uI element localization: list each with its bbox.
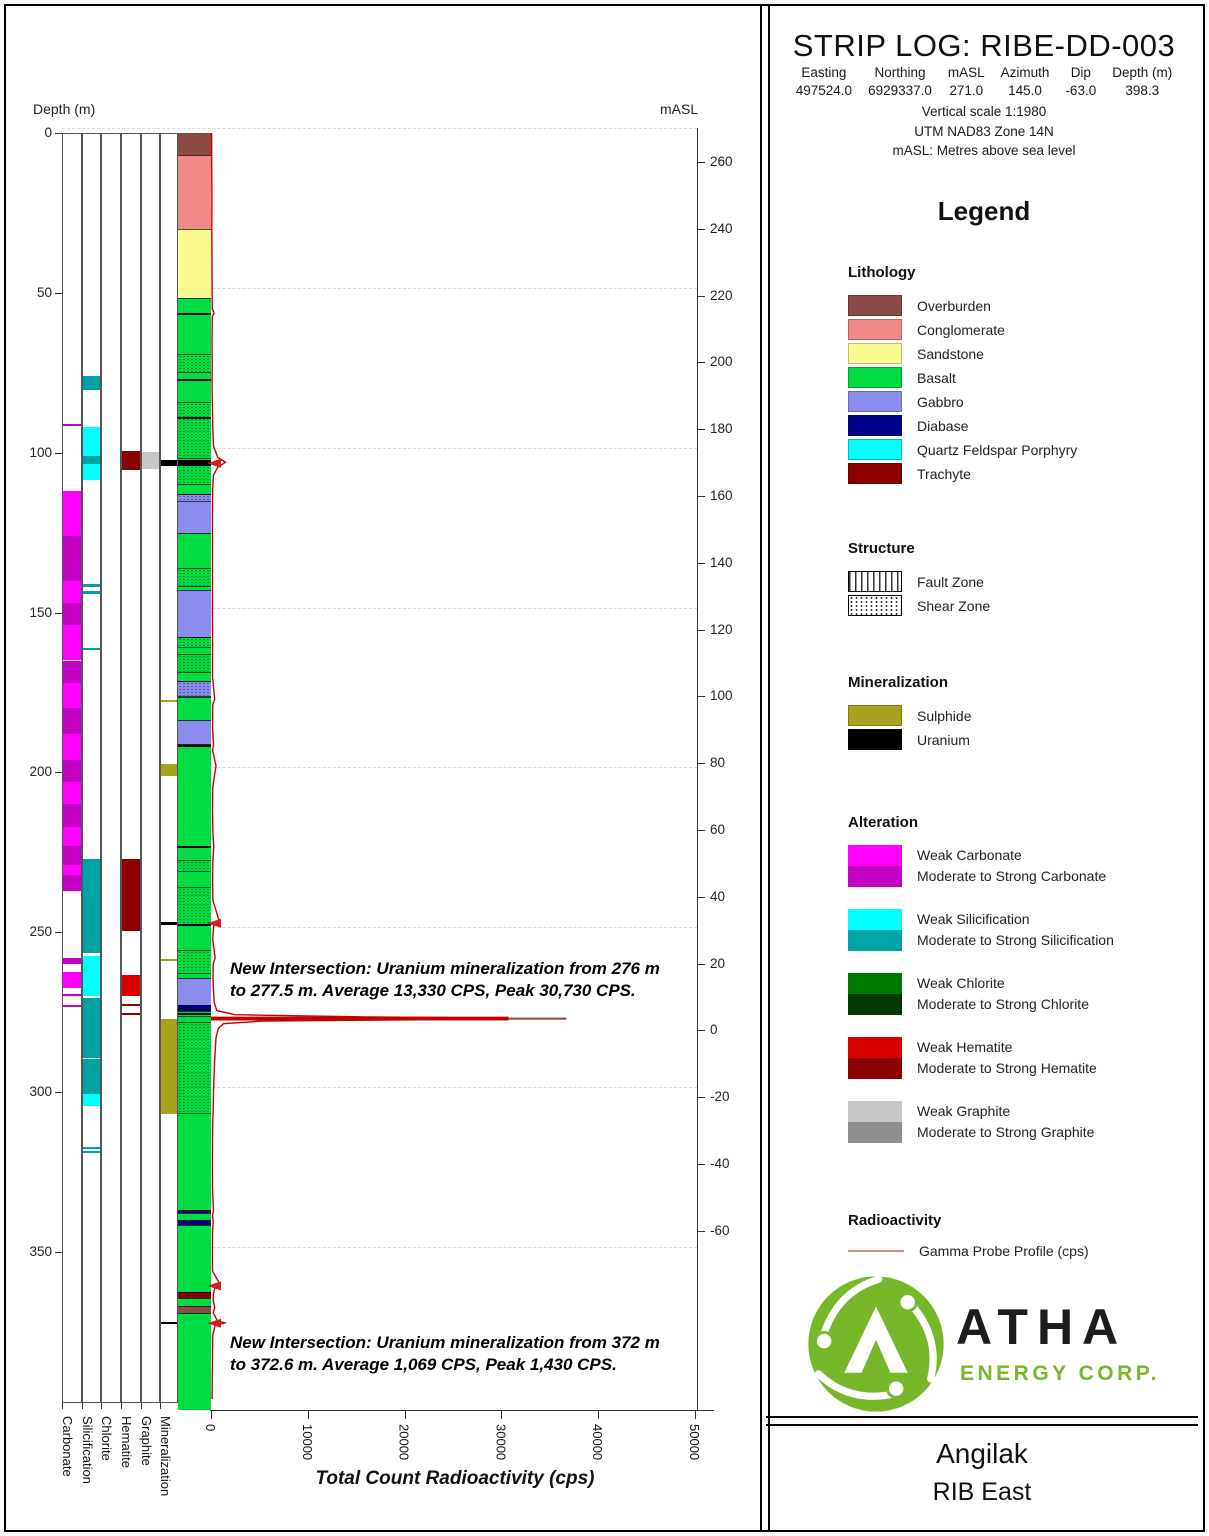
carbonate-interval — [63, 661, 81, 683]
shear-zone-overlay — [178, 1022, 211, 1115]
hematite-interval — [122, 1013, 140, 1015]
alteration-weak-label: Weak Carbonate — [917, 847, 1022, 863]
masl-axis-label: mASL — [660, 101, 699, 117]
legend-mineralization-item-swatch — [848, 705, 902, 726]
depth-tick — [55, 453, 62, 454]
legend-structure-item-swatch — [848, 595, 902, 616]
carbonate-interval — [63, 683, 81, 709]
carbonate-interval — [63, 424, 81, 426]
legend-section-structure — [848, 540, 1200, 619]
annotation-line: New Intersection: Uranium mineralization from 276 m — [230, 959, 660, 978]
section-heading: Lithology — [848, 264, 916, 281]
legend-lithology-item-swatch — [848, 391, 902, 412]
legend-lithology-item-label: Basalt — [917, 369, 956, 386]
depth-tick-label: 350 — [29, 1243, 52, 1259]
lith-contact-line — [178, 417, 211, 419]
masl-tick — [697, 1097, 705, 1098]
track-label-carbonate: Carbonate — [60, 1416, 75, 1477]
graphite-interval — [142, 452, 159, 469]
lith-contact-line — [178, 379, 211, 381]
lith-contact-line — [178, 313, 211, 315]
collar-fields — [768, 64, 1200, 99]
carbonate-interval — [63, 827, 81, 846]
silicification-interval — [83, 1094, 100, 1107]
carbonate-interval — [63, 603, 81, 625]
lith-interval-gabbro — [178, 978, 211, 1005]
masl-tick-label: 20 — [710, 955, 726, 971]
silicification-interval — [83, 998, 100, 1058]
alteration-strong-swatch — [848, 866, 902, 887]
lith-base-extension — [178, 1403, 211, 1410]
alteration-weak-label: Weak Silicification — [917, 911, 1030, 927]
masl-tick-label: 260 — [710, 154, 733, 169]
carbonate-interval — [63, 865, 81, 875]
legend-mineralization-item — [848, 705, 1200, 726]
silicification-interval — [83, 584, 100, 586]
masl-tick-label: 220 — [710, 287, 733, 303]
legend-lithology-item-label: Quartz Feldspar Porphyry — [917, 441, 1078, 458]
section-heading: Mineralization — [848, 674, 949, 691]
track-label-graphite: Graphite — [139, 1416, 154, 1467]
mineralization-interval — [161, 460, 177, 467]
legend-section-alteration — [848, 814, 1200, 1165]
gamma-tick — [308, 1410, 309, 1419]
alteration-strong-swatch — [848, 994, 902, 1015]
depth-tick-label: 200 — [29, 764, 52, 780]
silicification-interval — [83, 456, 100, 464]
depth-tick — [55, 772, 62, 773]
masl-tick-label: 0 — [710, 1022, 718, 1038]
legend-mineralization-item-label: Sulphide — [917, 707, 972, 724]
masl-tick — [697, 296, 705, 297]
legend-section-radioactivity — [848, 1212, 1200, 1259]
legend-mineralization-item — [848, 729, 1200, 750]
site-box — [766, 1422, 1198, 1532]
silicification-interval — [83, 464, 100, 480]
track-label-mineralization: Mineralization — [158, 1416, 173, 1497]
masl-axis-line — [697, 128, 698, 1410]
field-masl: mASL 271.0 — [947, 65, 985, 98]
mineralization-interval — [161, 1019, 177, 1115]
masl-tick — [697, 429, 705, 430]
shear-zone-overlay — [178, 494, 211, 502]
legend-alteration-group — [848, 973, 1200, 1015]
track-label-chlorite: Chlorite — [99, 1416, 114, 1461]
masl-tick — [697, 162, 705, 163]
carbonate-interval — [63, 1005, 81, 1007]
alteration-weak-label: Weak Hematite — [917, 1039, 1013, 1055]
lith-interval-overburden — [178, 133, 211, 155]
info-panel — [768, 6, 1200, 1416]
alteration-weak-swatch — [848, 845, 902, 866]
alteration-weak-swatch — [848, 973, 902, 994]
legend-lithology-item-label: Diabase — [917, 417, 969, 434]
masl-tick-label: 200 — [710, 354, 733, 370]
field-dip: Dip -63.0 — [1065, 65, 1097, 98]
project-name: Angilak — [936, 1438, 1028, 1469]
silicification-interval — [83, 648, 100, 650]
carbonate-interval — [63, 958, 81, 964]
alteration-strong-label: Moderate to Strong Carbonate — [917, 868, 1107, 884]
legend-lithology-item-swatch — [848, 415, 902, 436]
mineralization-interval — [161, 959, 177, 961]
legend-structure-item-label: Fault Zone — [917, 573, 984, 590]
carbonate-interval — [63, 625, 81, 660]
lith-interval-basalt — [178, 1313, 211, 1403]
masl-tick — [697, 897, 705, 898]
track-graphite — [141, 133, 160, 1403]
silicification-interval — [83, 427, 100, 456]
lith-contact-line — [178, 924, 211, 926]
alteration-strong-swatch — [848, 930, 902, 951]
legend-title: Legend — [937, 196, 1031, 226]
mineralization-interval — [161, 922, 177, 924]
masl-tick-label: 100 — [710, 688, 733, 704]
field-easting: Easting 497524.0 — [795, 65, 853, 98]
carbonate-interval — [63, 875, 81, 891]
annotation-line: New Intersection: Uranium mineralization from 372 m — [230, 1333, 660, 1352]
carbonate-interval — [63, 491, 81, 536]
legend-section-mineralization — [848, 674, 1200, 753]
track-tick — [101, 1403, 102, 1409]
carbonate-interval — [63, 782, 81, 804]
masl-tick — [697, 630, 705, 631]
masl-tick — [697, 563, 705, 564]
lith-uranium-band — [178, 460, 211, 467]
legend-lithology-item-label: Conglomerate — [917, 321, 1005, 338]
silicification-interval — [83, 376, 100, 390]
silicification-interval — [83, 1147, 100, 1149]
gamma-tick-label: 10000 — [299, 1424, 315, 1461]
alteration-strong-swatch — [848, 1122, 902, 1143]
lith-interval-basalt — [178, 697, 211, 720]
gamma-tick-label: 50000 — [687, 1424, 702, 1461]
shear-zone-overlay — [178, 681, 211, 697]
carbonate-interval — [63, 972, 81, 988]
company-logo — [804, 1272, 1200, 1416]
mineralization-interval — [161, 1322, 177, 1324]
intersection-annotation-1 — [230, 958, 700, 1002]
shear-zone-overlay — [178, 402, 211, 460]
legend-section-lithology — [848, 264, 1200, 487]
scale-note: Vertical scale 1:1980 — [921, 104, 1047, 119]
scale-note: mASL: Metres above sea level — [892, 143, 1076, 159]
legend-lithology-item — [848, 319, 1200, 340]
masl-tick — [697, 1030, 705, 1031]
masl-tick — [697, 496, 705, 497]
silicification-interval — [83, 591, 100, 593]
masl-tick — [697, 830, 705, 831]
legend-alteration-group — [848, 1037, 1200, 1079]
legend-lithology-item — [848, 463, 1200, 484]
depth-tick — [55, 1252, 62, 1253]
carbonate-interval — [63, 994, 81, 996]
scale-note: UTM NAD83 Zone 14N — [914, 123, 1054, 139]
silicification-interval — [83, 1151, 100, 1153]
depth-tick-label: 100 — [29, 444, 52, 460]
shear-zone-overlay — [178, 465, 211, 484]
legend-lithology-item — [848, 415, 1200, 436]
field-northing: Northing 6929337.0 — [868, 65, 932, 98]
track-silicification — [82, 133, 101, 1403]
mineralization-interval — [161, 764, 177, 775]
section-heading: Alteration — [848, 814, 919, 831]
masl-tick-label: 40 — [710, 888, 726, 904]
legend-lithology-item-label: Sandstone — [917, 345, 984, 362]
depth-tick — [55, 133, 62, 134]
legend-lithology-item — [848, 367, 1200, 388]
gamma-tick — [695, 1410, 696, 1419]
alteration-weak-label: Weak Chlorite — [917, 975, 1005, 991]
track-label-silicification: Silicification — [80, 1416, 95, 1485]
track-tick — [82, 1403, 83, 1409]
legend-lithology-item-swatch — [848, 439, 902, 460]
legend-mineralization-item-swatch — [848, 729, 902, 750]
legend-lithology-item-label: Trachyte — [917, 465, 971, 482]
lith-contact-line — [178, 846, 211, 848]
masl-tick-label: 180 — [710, 421, 733, 437]
legend-lithology-item — [848, 295, 1200, 316]
lith-interval-trachyte — [178, 1292, 211, 1299]
legend-lithology-item — [848, 391, 1200, 412]
alteration-weak-label: Weak Graphite — [917, 1103, 1011, 1119]
track-chlorite — [101, 133, 121, 1403]
field-azimuth: Azimuth 145.0 — [1000, 65, 1050, 98]
lith-interval-gabbro — [178, 720, 211, 744]
hematite-interval — [122, 859, 140, 931]
annotation-line: to 277.5 m. Average 13,330 CPS, Peak 30,730 CPS. — [230, 981, 636, 1001]
gamma-tick-label: 40000 — [590, 1424, 606, 1461]
depth-tick — [55, 293, 62, 294]
legend-lithology-item-swatch — [848, 295, 902, 316]
masl-tick-label: 160 — [710, 488, 733, 503]
carbonate-interval — [63, 760, 81, 782]
masl-tick — [697, 696, 705, 697]
shear-zone-overlay — [178, 568, 211, 587]
atha-emblem-icon — [804, 1272, 948, 1416]
masl-tick — [697, 763, 705, 764]
gamma-tick-label: 30000 — [493, 1424, 509, 1461]
gamma-line-swatch — [848, 1250, 904, 1252]
mineralization-interval — [161, 700, 177, 702]
legend-structure-item — [848, 571, 1200, 592]
legend-mineralization-item-label: Uranium — [917, 731, 970, 748]
alteration-weak-swatch — [848, 1101, 902, 1122]
intersection-annotation-2 — [230, 1332, 700, 1376]
logo-tagline: ENERGY CORP. — [960, 1362, 1160, 1385]
track-tick — [121, 1403, 122, 1409]
carbonate-interval — [63, 804, 81, 826]
scale-notes — [768, 102, 1200, 161]
track-tick — [160, 1403, 161, 1409]
legend-lithology-item — [848, 343, 1200, 364]
legend-structure-item — [848, 595, 1200, 616]
lith-interval-gabbro — [178, 590, 211, 637]
gamma-tick — [211, 1410, 212, 1419]
track-tick — [62, 1403, 63, 1409]
shear-zone-overlay — [178, 654, 211, 673]
carbonate-interval — [63, 581, 81, 603]
logo-name: ATHA — [956, 1299, 1128, 1355]
legend-lithology-item-swatch — [848, 463, 902, 484]
legend-lithology-item-swatch — [848, 367, 902, 388]
gamma-axis-line — [210, 1410, 714, 1411]
track-hematite — [121, 133, 141, 1403]
legend-structure-item-swatch — [848, 571, 902, 592]
depth-tick — [55, 613, 62, 614]
gamma-tick-label: 20000 — [396, 1424, 412, 1461]
shear-zone-overlay — [178, 887, 211, 925]
hematite-interval — [122, 451, 140, 470]
track-tick — [141, 1403, 142, 1409]
silicification-interval — [83, 1059, 100, 1093]
silicification-interval — [83, 956, 100, 996]
legend-lithology-item-swatch — [848, 343, 902, 364]
gamma-tick-label: 0 — [203, 1424, 218, 1432]
masl-tick-label: 140 — [710, 554, 733, 570]
lith-interval-conglomerate — [178, 155, 211, 229]
masl-tick-label: -40 — [710, 1156, 730, 1171]
lith-interval-basalt — [178, 1298, 211, 1306]
masl-tick-label: 240 — [710, 220, 733, 236]
alteration-strong-swatch — [848, 1058, 902, 1079]
page-title: STRIP LOG: RIBE-DD-003 — [792, 28, 1176, 63]
legend-alteration-group — [848, 1101, 1200, 1143]
shear-zone-overlay — [178, 860, 211, 871]
depth-tick-label: 250 — [29, 924, 52, 940]
silicification-interval — [83, 859, 100, 953]
lith-interval-sandstone — [178, 229, 211, 298]
legend-alteration-group — [848, 845, 1200, 887]
lith-contact-line — [178, 745, 211, 747]
depth-tick — [55, 1092, 62, 1093]
carbonate-interval — [63, 734, 81, 760]
carbonate-interval — [63, 846, 81, 865]
hematite-interval — [122, 975, 140, 996]
hematite-interval — [122, 1004, 140, 1006]
track-label-hematite: Hematite — [119, 1416, 134, 1469]
alteration-strong-label: Moderate to Strong Graphite — [917, 1124, 1095, 1140]
alteration-strong-label: Moderate to Strong Chlorite — [917, 996, 1089, 1012]
annotation-line: to 372.6 m. Average 1,069 CPS, Peak 1,430 CPS. — [230, 1355, 617, 1375]
gamma-axis-title: Total Count Radioactivity (cps) — [315, 1468, 595, 1489]
depth-tick-label: 300 — [29, 1084, 52, 1100]
masl-tick — [697, 1231, 705, 1232]
gamma-tick — [405, 1410, 406, 1419]
masl-tick-label: 60 — [710, 822, 726, 837]
gamma-tick — [501, 1410, 502, 1419]
lith-contact-line — [178, 1013, 211, 1015]
alteration-weak-swatch — [848, 1037, 902, 1058]
alteration-strong-label: Moderate to Strong Hematite — [917, 1060, 1097, 1076]
masl-tick — [697, 229, 705, 230]
masl-tick — [697, 1164, 705, 1165]
depth-tick-label: 150 — [29, 604, 52, 620]
shear-zone-overlay — [178, 950, 211, 974]
grid-line — [62, 128, 697, 129]
field-depth: Depth (m) 398.3 — [1112, 65, 1173, 98]
masl-tick-label: 80 — [710, 755, 726, 771]
depth-axis-label: Depth (m) — [33, 101, 96, 117]
legend-lithology-item-swatch — [848, 319, 902, 340]
legend-alteration-group — [848, 909, 1200, 951]
depth-tick-label: 0 — [44, 125, 52, 140]
masl-tick-label: -60 — [710, 1222, 730, 1238]
depth-tick-label: 50 — [36, 284, 52, 300]
legend-lithology-item-label: Gabbro — [917, 393, 964, 410]
shear-zone-overlay — [178, 637, 211, 648]
masl-tick-label: -20 — [710, 1089, 730, 1105]
area-name: RIB East — [932, 1478, 1032, 1506]
depth-tick — [55, 932, 62, 933]
section-heading: Structure — [848, 540, 915, 557]
alteration-strong-label: Moderate to Strong Silicification — [917, 932, 1114, 948]
section-heading: Radioactivity — [848, 1212, 942, 1229]
masl-tick-label: 120 — [710, 621, 733, 637]
alteration-weak-swatch — [848, 909, 902, 930]
shear-zone-overlay — [178, 354, 211, 373]
lith-interval-basalt — [178, 1225, 211, 1291]
masl-tick — [697, 362, 705, 363]
gamma-legend-label: Gamma Probe Profile (cps) — [919, 1243, 1089, 1259]
legend-structure-item-label: Shear Zone — [917, 597, 991, 614]
carbonate-interval — [63, 708, 81, 734]
legend-lithology-item-label: Overburden — [917, 297, 991, 314]
legend-lithology-item — [848, 439, 1200, 460]
gamma-tick — [598, 1410, 599, 1419]
carbonate-interval — [63, 536, 81, 581]
